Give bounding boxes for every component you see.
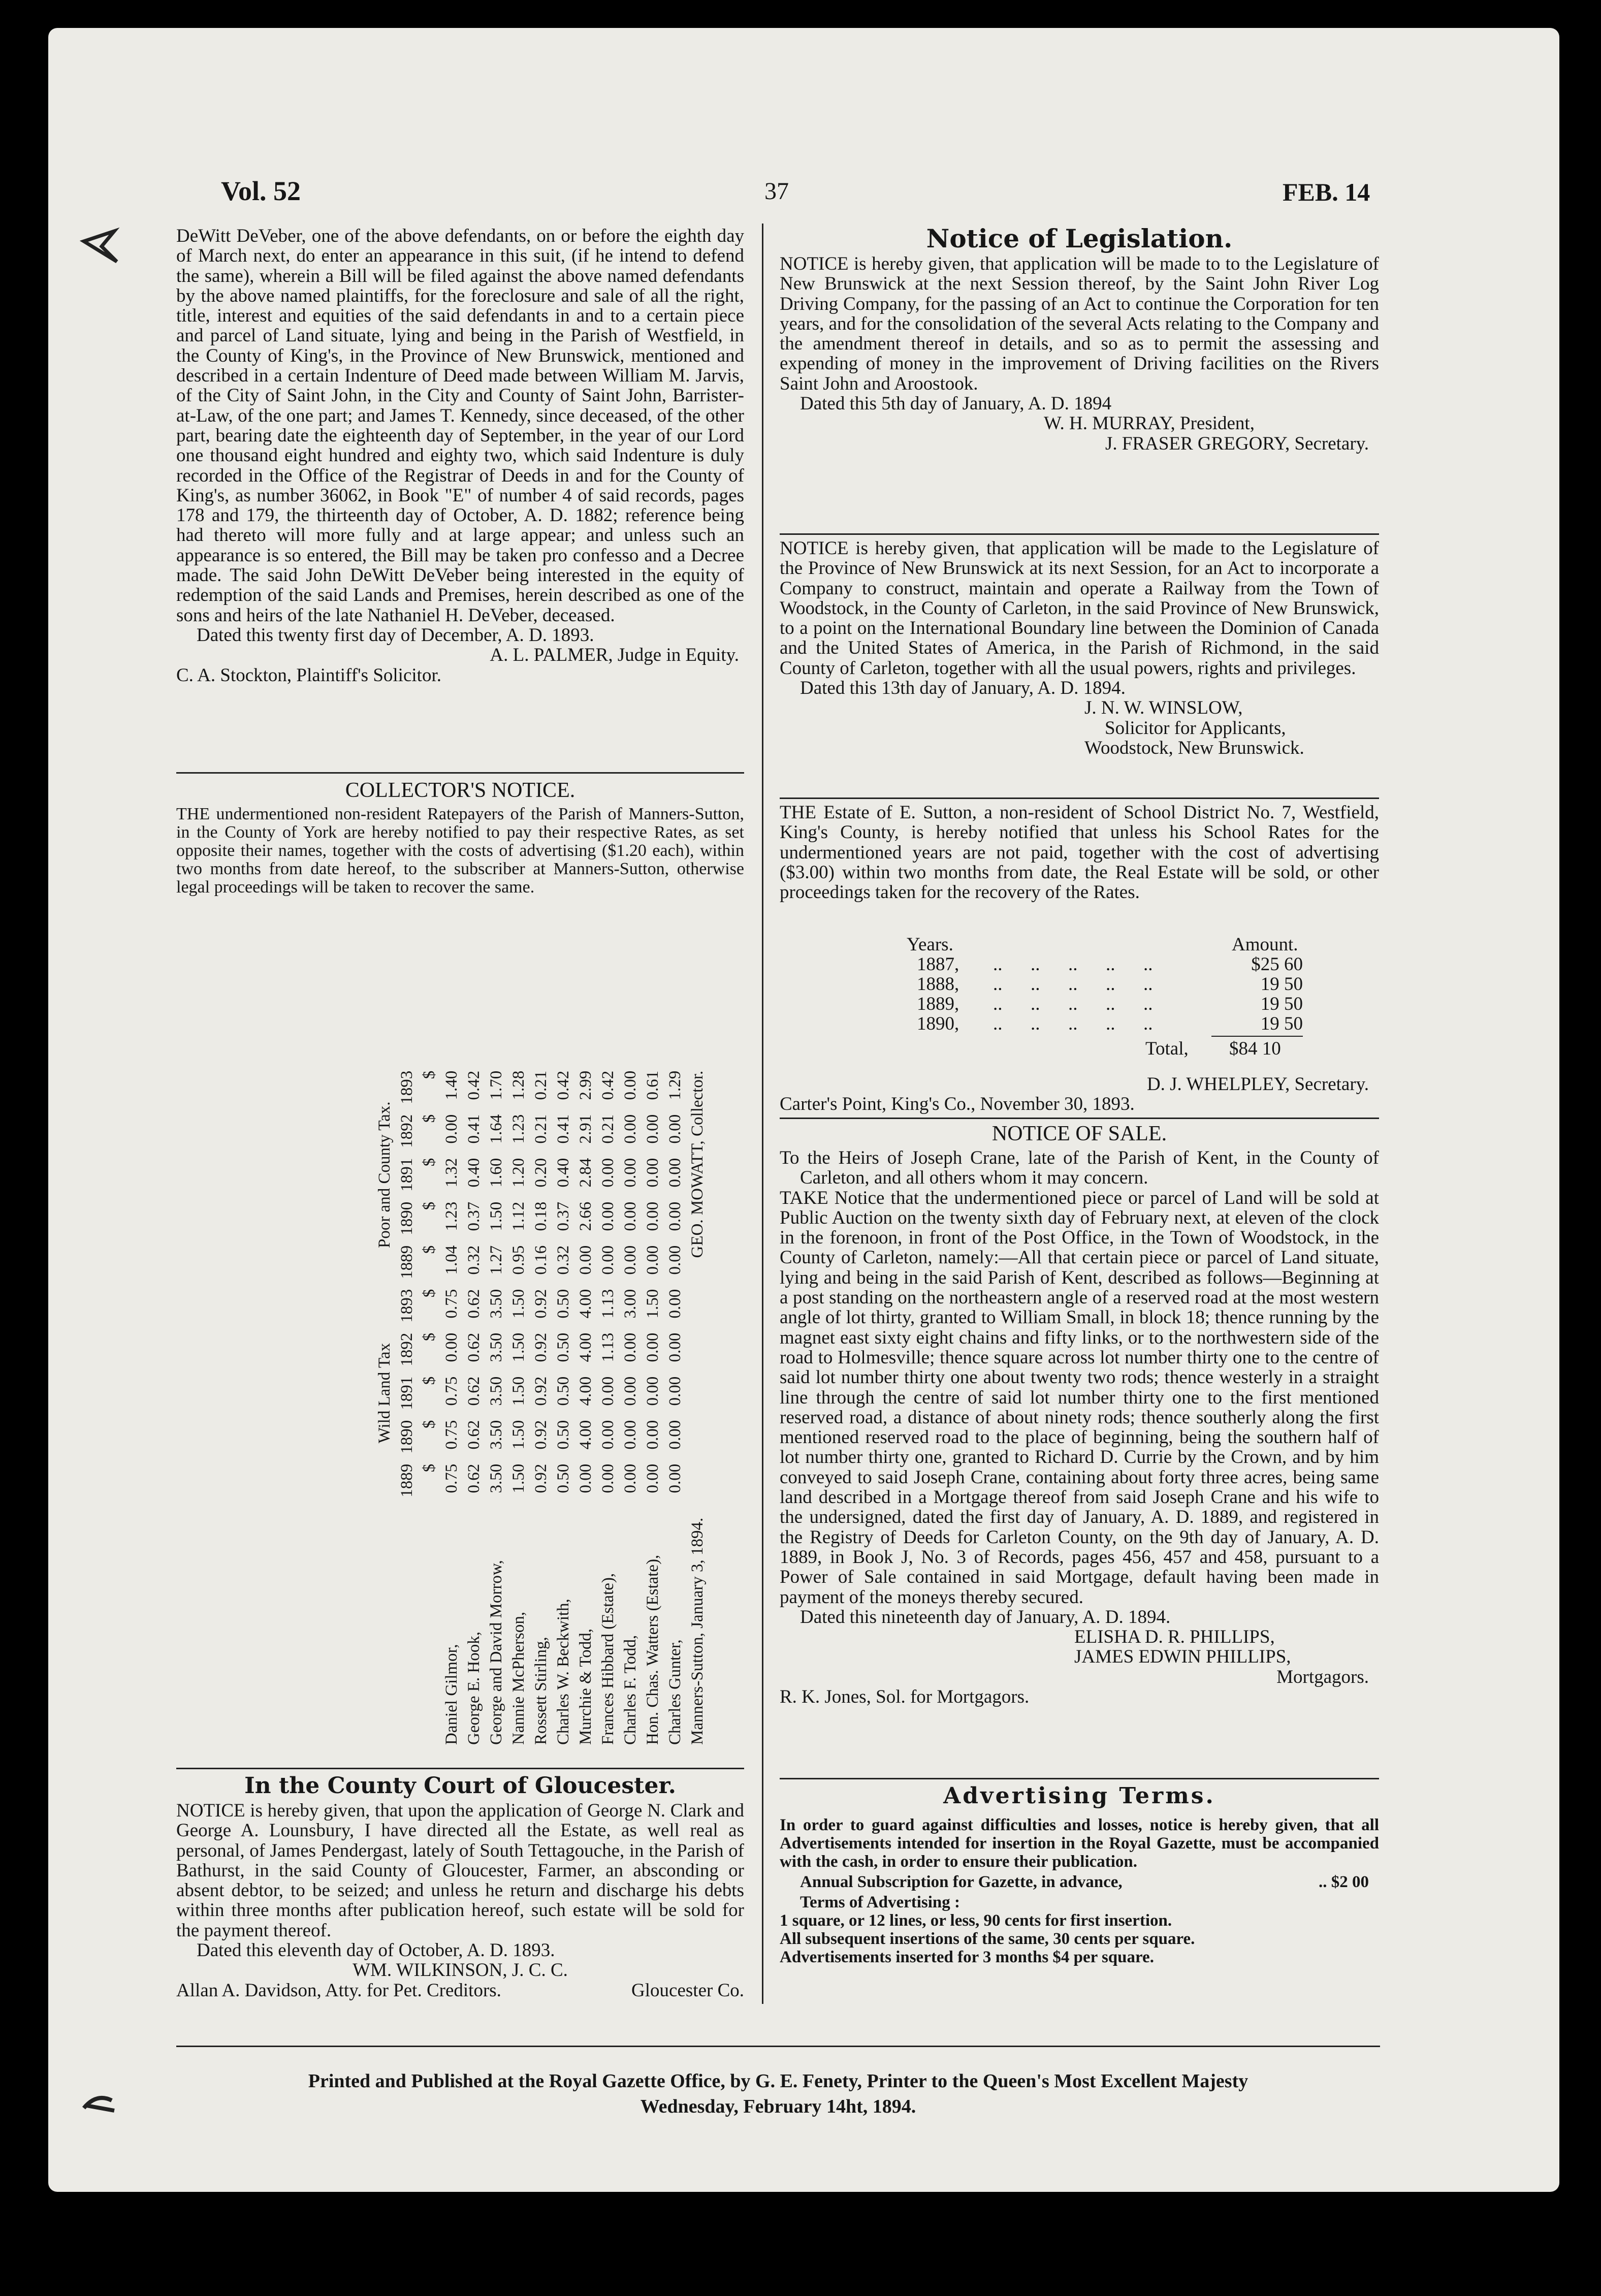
sutton-total-label: Total, xyxy=(1145,1038,1189,1059)
tax-value: 3.50 xyxy=(487,1420,505,1450)
deveber-body: DeWitt DeVeber, one of the above defendants, on or before the eighth day of March next, do enter an appearance in this suit, (if he intend to defend the same), wherein a Bill will be filed against the above named defendants by the above named plaintiffs, for the foreclosure and sale of all the right, title, interest and equities of the said defendants in and to a certain piece and parcel of Land situate, lying and being in the Parish of Westfield, in the County of King's, in the Province of New Brunswick, mentioned and described in a certain Indenture of Deed made between William M. Jarvis, of the City of Saint John, in the City and County of Saint John, Barrister-at-Law, of the one part; and James T. Kennedy, since deceased, of the other part, bearing date the eighteenth day of September, in the year of our Lord one thousand eight hundred and eighty two, which said Indenture is duly recorded in the Office of the Registrar of Deeds in and for the County of King's, as number 36062, in Book "E" of number 4 of said records, pages 178 and 179, the thirteenth day of October, A. D. 1882; reference being had thereto will more fully and at large appear; and unless such an appearance is so entered, the Bill may be taken pro confesso and a Decree made. The said John DeWitt DeVeber being interested in the equity of redemption of the said Lands and Premises, herein described as one of the sons and heirs of the late Nathaniel H. DeVeber, deceased. xyxy=(176,226,744,626)
sutton-rows xyxy=(780,954,1379,1034)
currency-sign: $ xyxy=(420,1376,438,1385)
column-divider xyxy=(762,224,763,2004)
tax-value: 0.16 xyxy=(531,1245,550,1275)
tax-value: 4.00 xyxy=(576,1332,595,1362)
collector-notice-title: COLLECTOR'S NOTICE. xyxy=(345,779,575,802)
ratepayer-name: Charles Gunter, xyxy=(665,1639,684,1745)
leader-dots: .. .. .. .. .. xyxy=(993,1013,1153,1034)
tax-value: 1.13 xyxy=(598,1289,617,1319)
divider xyxy=(176,1768,744,1769)
sutton-col-years: Years. xyxy=(907,934,953,955)
railway-sig-place: Woodstock, New Brunswick. xyxy=(1084,737,1304,758)
rate-row xyxy=(780,1014,1379,1034)
year-header: 1890 xyxy=(397,1201,416,1235)
tax-value: 0.00 xyxy=(665,1158,684,1188)
year-header: 1892 xyxy=(397,1332,416,1366)
rate-amount: 19 50 xyxy=(1260,994,1303,1014)
tax-value: 0.00 xyxy=(621,1158,639,1188)
currency-sign: $ xyxy=(420,1420,438,1429)
tax-value: 0.00 xyxy=(621,1332,639,1362)
tax-value: 0.75 xyxy=(442,1376,461,1406)
tax-value: 1.20 xyxy=(509,1158,528,1188)
advertising-terms xyxy=(780,1816,1379,1966)
ratepayer-name: Charles F. Todd, xyxy=(621,1635,639,1745)
tax-value: 0.00 xyxy=(665,1332,684,1362)
tax-value: 1.50 xyxy=(509,1332,528,1362)
pencil-mark-icon xyxy=(76,2088,122,2118)
tax-value: 0.00 xyxy=(643,1332,662,1362)
year-header: 1889 xyxy=(397,1245,416,1279)
sale-sig-role: Mortgagors. xyxy=(1276,1666,1369,1687)
term-2: All subsequent insertions of the same, 30 cents per square. xyxy=(780,1930,1195,1948)
tax-value: 1.23 xyxy=(509,1114,528,1144)
divider xyxy=(176,772,744,774)
collector-notice-body: THE undermentioned non-resident Ratepayers of the Parish of Manners-Sutton, in the County of York are hereby notified to pay their respective Rates, as set opposite their names, together with the costs of advertising ($1.20 each), within two months from date hereof, to the subscriber at Manners-Sutton, otherwise legal proceedings will be taken to recover the same. xyxy=(176,805,744,897)
tax-row xyxy=(507,1066,530,1750)
tax-value: 1.60 xyxy=(487,1158,505,1188)
tax-value: 0.62 xyxy=(464,1420,483,1450)
tax-row xyxy=(463,1066,485,1750)
legislation-sig-secretary: J. FRASER GREGORY, Secretary. xyxy=(1105,433,1369,454)
tax-value: 0.50 xyxy=(554,1332,572,1362)
tax-row xyxy=(664,1066,686,1750)
tax-value: 0.50 xyxy=(554,1289,572,1319)
tax-value: 0.92 xyxy=(531,1420,550,1450)
divider xyxy=(780,533,1379,535)
currency-sign: $ xyxy=(420,1289,438,1298)
tax-value: 0.20 xyxy=(531,1158,550,1188)
tax-value: 0.00 xyxy=(621,1376,639,1406)
tax-value: 0.37 xyxy=(554,1201,572,1231)
tax-row xyxy=(552,1066,574,1750)
sutton-rates-table xyxy=(780,935,1379,1058)
tax-value: 0.00 xyxy=(643,1114,662,1144)
deveber-dated: Dated this twenty first day of December, A. D. 1893. xyxy=(197,624,594,646)
tax-value: 4.00 xyxy=(576,1420,595,1450)
legislation-dated: Dated this 5th day of January, A. D. 1894 xyxy=(800,393,1112,414)
tax-value: 0.62 xyxy=(464,1376,483,1406)
tax-value: 0.00 xyxy=(598,1463,617,1493)
tax-value: 1.64 xyxy=(487,1114,505,1144)
currency-sign: $ xyxy=(420,1158,438,1167)
sutton-signatures xyxy=(780,1074,1379,1114)
year-header: 1891 xyxy=(397,1376,416,1410)
tax-value: 1.50 xyxy=(509,1420,528,1450)
rate-year: 1888, xyxy=(917,974,959,995)
tax-value: 0.50 xyxy=(554,1376,572,1406)
tax-row xyxy=(642,1066,664,1750)
year-header: 1893 xyxy=(397,1289,416,1323)
leader-dots: .. .. .. .. .. xyxy=(993,974,1153,995)
newspaper-page xyxy=(48,28,1559,2192)
rate-year: 1889, xyxy=(917,994,959,1014)
tax-value: 0.37 xyxy=(464,1201,483,1231)
currency-sign: $ xyxy=(420,1070,438,1079)
tax-value: 3.50 xyxy=(487,1332,505,1362)
tax-value: 0.00 xyxy=(665,1245,684,1275)
ratepayer-name: George E. Hook, xyxy=(464,1631,483,1745)
deveber-notice xyxy=(176,226,744,685)
year-header: 1891 xyxy=(397,1158,416,1192)
ratepayer-name: Rossett Stirling, xyxy=(531,1637,550,1745)
ratepayer-name: Charles W. Beckwith, xyxy=(554,1599,572,1745)
collector-tax-table xyxy=(373,1066,709,1750)
tax-value: 3.50 xyxy=(487,1376,505,1406)
year-header: 1889 xyxy=(397,1463,416,1497)
legislation-notice xyxy=(780,254,1379,454)
ratepayer-name: George and David Morrow, xyxy=(487,1560,505,1745)
rate-row xyxy=(780,994,1379,1014)
rate-row xyxy=(780,974,1379,994)
subscription-label: Annual Subscription for Gazette, in advance, xyxy=(800,1873,1123,1891)
sale-sig-1: ELISHA D. R. PHILLIPS, xyxy=(1074,1627,1275,1648)
tax-value: 1.70 xyxy=(487,1070,505,1100)
advertising-title: Advertising Terms. xyxy=(943,1783,1215,1809)
tax-value: 0.00 xyxy=(442,1114,461,1144)
tax-value: 0.00 xyxy=(576,1463,595,1493)
tax-value: 0.75 xyxy=(442,1463,461,1493)
tax-value: 0.92 xyxy=(531,1332,550,1362)
tax-value: 0.41 xyxy=(464,1114,483,1144)
gloucester-notice xyxy=(176,1801,744,2000)
terms-title: Terms of Advertising : xyxy=(800,1893,960,1911)
tax-value: 0.40 xyxy=(554,1158,572,1188)
sale-body: TAKE Notice that the undermentioned piece or parcel of Land will be sold at Public Auction on the twenty sixth day of February next, at eleven of the clock in the forenoon, in front of the Post Office, in the Town of Woodstock, in the County of Carleton, namely:—All that certain piece or parcel of Land situate, lying and being in the said Parish of Kent, described as follows—Beginning at a post standing on the northeastern angle of a reserved road at the most western angle of lot thirty, granted to William Small, in block 18; thence running by the magnet east sixty eight chains and fifty links, or to the northwestern side of the road to Holmesville; thence square across lot number thirty one to the centre of said lot number thirty one about twenty two rods; thence westerly in a straight line through the centre of said lot number thirty one to the first mentioned reserved road, a distance of about ninety rods; thence southerly along the first mentioned reserved road to the place of beginning, being the southern half of lot number thirty one, granted to Richard D. Currie by the Crown, and by him conveyed to said Joseph Crane, containing about forty three acres, being same land described in a Mortgage thereof from said Joseph Crane and his wife to the undersigned, dated the first day of January, A. D. 1889, and registered in the Registry of Deeds for Carleton County, on the 9th day of January, A. D. 1889, in Book J, No. 3 of Records, pages 456, 457 and 458, pursuant to a Power of Sale contained in said Mortgage, default having been made in payment of the moneys thereby secured. xyxy=(780,1187,1379,1608)
currency-sign: $ xyxy=(420,1201,438,1210)
tax-value: 0.95 xyxy=(509,1245,528,1275)
tax-value: 2.84 xyxy=(576,1158,595,1188)
page-number: 37 xyxy=(764,178,789,205)
sutton-body: THE Estate of E. Sutton, a non-resident of School District No. 7, Westfield, King's County, is hereby notified that unless his School Rates for the undermentioned years are not paid, together with the cost of advertising ($3.00) within two months from date, the Real Estate will be sold, or other proceedings taken for the recovery of the Rates. xyxy=(780,802,1379,903)
legislation-body: NOTICE is hereby given, that application will be made to to the Legislature of New Brunswick at the next Session thereof, by the Saint John River Log Driving Company, for the passing of an Act to continue the Corporation for ten years, and for the consolidation of the several Acts relating to the Company and the amendment thereof in details, and so as to permit the assessing and expending of money in the improvement of Driving facilities on the Rivers Saint John and Aroostook. xyxy=(780,253,1379,394)
tax-row xyxy=(440,1066,463,1750)
sale-solicitor: R. K. Jones, Sol. for Mortgagors. xyxy=(780,1686,1030,1708)
tax-value: 0.00 xyxy=(598,1201,617,1231)
gloucester-dated: Dated this eleventh day of October, A. D. 1893. xyxy=(197,1940,555,1961)
tax-value: 0.00 xyxy=(665,1201,684,1231)
tax-value: 0.92 xyxy=(531,1376,550,1406)
tax-value: 1.50 xyxy=(487,1201,505,1231)
issue-date: FEB. 14 xyxy=(1283,178,1370,206)
sutton-total: $84 10 xyxy=(1229,1038,1281,1059)
tax-table-rotated xyxy=(373,886,729,1750)
ratepayer-name: Daniel Gilmor, xyxy=(442,1644,461,1745)
tax-row xyxy=(530,1066,552,1750)
ratepayer-name: Murchie & Todd, xyxy=(576,1629,595,1745)
tax-value: 1.27 xyxy=(487,1245,505,1275)
tax-value: 1.04 xyxy=(442,1245,461,1275)
currency-sign: $ xyxy=(420,1332,438,1342)
tax-value: 1.50 xyxy=(509,1463,528,1493)
sutton-notice xyxy=(780,803,1379,902)
year-header: 1890 xyxy=(397,1420,416,1454)
tax-value: 1.29 xyxy=(665,1070,684,1100)
subscription-price: .. $2 00 xyxy=(1319,1873,1369,1891)
divider xyxy=(780,1778,1379,1779)
tax-value: 0.18 xyxy=(531,1201,550,1231)
tax-value: 4.00 xyxy=(576,1289,595,1319)
tax-value: 0.00 xyxy=(643,1158,662,1188)
ratepayer-name: Frances Hibbard (Estate), xyxy=(598,1573,617,1745)
collector-signature: GEO. MOWATT, Collector. xyxy=(688,1070,707,1258)
railway-sig-role: Solicitor for Applicants, xyxy=(1105,717,1286,739)
term-3: Advertisements inserted for 3 months $4 per square. xyxy=(780,1948,1154,1966)
tax-value: 0.75 xyxy=(442,1289,461,1319)
rate-year: 1890, xyxy=(917,1013,959,1034)
tax-value: 1.13 xyxy=(598,1332,617,1362)
leader-dots: .. .. .. .. .. xyxy=(993,994,1153,1014)
tax-row xyxy=(574,1066,597,1750)
tax-value: 0.92 xyxy=(531,1463,550,1493)
sutton-col-amount: Amount. xyxy=(1232,934,1298,955)
tax-value: 0.41 xyxy=(554,1114,572,1144)
collector-place-date: Manners-Sutton, January 3, 1894. xyxy=(688,1517,707,1745)
railway-dated: Dated this 13th day of January, A. D. 1894. xyxy=(800,678,1126,699)
tax-value: 0.00 xyxy=(598,1158,617,1188)
tax-value: 0.00 xyxy=(643,1420,662,1450)
tax-value: 0.00 xyxy=(665,1376,684,1406)
sale-notice xyxy=(780,1148,1379,1707)
tax-value: 0.00 xyxy=(598,1420,617,1450)
tax-row xyxy=(485,1066,507,1750)
divider xyxy=(780,1118,1379,1119)
tax-value: 2.91 xyxy=(576,1114,595,1144)
tax-row xyxy=(619,1066,642,1750)
tax-value: 0.42 xyxy=(598,1070,617,1100)
gloucester-county: Gloucester Co. xyxy=(631,1980,744,2001)
tax-value: 0.00 xyxy=(598,1245,617,1275)
tax-value: 0.61 xyxy=(643,1070,662,1100)
tax-value: 0.75 xyxy=(442,1420,461,1450)
tax-value: 1.23 xyxy=(442,1201,461,1231)
tax-value: 1.12 xyxy=(509,1201,528,1231)
legislation-sig-president: W. H. MURRAY, President, xyxy=(1044,413,1255,434)
currency-sign: $ xyxy=(420,1245,438,1254)
footer-line-2: Wednesday, February 14ht, 1894. xyxy=(640,2096,916,2117)
tax-value: 4.00 xyxy=(576,1376,595,1406)
tax-value: 0.00 xyxy=(643,1376,662,1406)
tax-table-body xyxy=(440,1066,686,1750)
gloucester-title: In the County Court of Gloucester. xyxy=(244,1773,676,1799)
ratepayer-name: Hon. Chas. Watters (Estate), xyxy=(643,1554,662,1745)
gloucester-judge: WM. WILKINSON, J. C. C. xyxy=(353,1960,568,1981)
tax-value: 0.00 xyxy=(621,1114,639,1144)
tax-value: 0.00 xyxy=(621,1201,639,1231)
currency-sign: $ xyxy=(420,1463,438,1473)
tax-value: 2.99 xyxy=(576,1070,595,1100)
tax-value: 0.50 xyxy=(554,1420,572,1450)
leader-dots: .. .. .. .. .. xyxy=(993,954,1153,975)
tax-value: 0.42 xyxy=(464,1070,483,1100)
tax-value: 0.00 xyxy=(621,1463,639,1493)
poor-county-tax-heading: Poor and County Tax. xyxy=(375,1101,394,1249)
footer-line-1: Printed and Published at the Royal Gazette Office, by G. E. Fenety, Printer to the Queen's Most Excellent Majesty xyxy=(308,2070,1248,2092)
gloucester-attorney: Allan A. Davidson, Atty. for Pet. Creditors. xyxy=(176,1980,501,2001)
year-header: 1892 xyxy=(397,1114,416,1148)
currency-sign: $ xyxy=(420,1114,438,1123)
sutton-place: Carter's Point, King's Co., November 30, 1893. xyxy=(780,1094,1135,1115)
railway-sig-name: J. N. W. WINSLOW, xyxy=(1084,697,1243,719)
tax-value: 1.50 xyxy=(509,1289,528,1319)
sale-sig-2: JAMES EDWIN PHILLIPS, xyxy=(1074,1646,1291,1668)
rate-amount: 19 50 xyxy=(1260,974,1303,995)
tax-value: 0.32 xyxy=(554,1245,572,1275)
tax-value: 0.62 xyxy=(464,1289,483,1319)
wild-land-tax-heading: Wild Land Tax xyxy=(375,1343,394,1444)
tax-value: 0.62 xyxy=(464,1332,483,1362)
rate-row xyxy=(780,954,1379,974)
tax-value: 1.28 xyxy=(509,1070,528,1100)
tax-value: 3.00 xyxy=(621,1289,639,1319)
tax-value: 0.00 xyxy=(643,1245,662,1275)
sale-address: To the Heirs of Joseph Crane, late of the Parish of Kent, in the County of Carleton, and all others whom it may concern. xyxy=(780,1147,1379,1189)
tax-value: 0.21 xyxy=(531,1070,550,1100)
ratepayer-name: Nannie McPherson, xyxy=(509,1611,528,1745)
volume-label: Vol. 52 xyxy=(221,176,301,206)
sutton-sig: D. J. WHELPLEY, Secretary. xyxy=(1146,1074,1369,1095)
rate-year: 1887, xyxy=(917,954,959,975)
tax-value: 0.00 xyxy=(665,1289,684,1319)
tax-value: 0.42 xyxy=(554,1070,572,1100)
pencil-mark-icon xyxy=(79,226,124,267)
tax-value: 3.50 xyxy=(487,1463,505,1493)
year-header: 1893 xyxy=(397,1070,416,1104)
tax-value: 0.00 xyxy=(442,1332,461,1362)
tax-value: 0.32 xyxy=(464,1245,483,1275)
advertising-body: In order to guard against difficulties and losses, notice is hereby given, that all Advertisements intended for insertion in the Royal Gazette, must be accompanied with the cash, in order to ensure their publication. xyxy=(780,1816,1379,1871)
tax-value: 2.66 xyxy=(576,1201,595,1231)
tax-value: 0.40 xyxy=(464,1158,483,1188)
deveber-solicitor: C. A. Stockton, Plaintiff's Solicitor. xyxy=(176,664,441,686)
rate-amount: 19 50 xyxy=(1260,1013,1303,1034)
divider xyxy=(780,798,1379,799)
legislation-title: Notice of Legislation. xyxy=(926,224,1233,253)
tax-value: 3.50 xyxy=(487,1289,505,1319)
tax-value: 0.00 xyxy=(576,1245,595,1275)
tax-value: 0.50 xyxy=(554,1463,572,1493)
tax-value: 0.00 xyxy=(665,1114,684,1144)
gloucester-body: NOTICE is hereby given, that upon the application of George N. Clark and George A. Lounsbury, I have directed all the Estate, as well real as personal, of James Pendergast, lately of South Tettagouche, in the Parish of Bathurst, in the said County of Gloucester, Farmer, an absconding or absent debtor, to be seized; and unless he return and discharge his debts within three months after publication hereof, such estate will be sold for the payment thereof. xyxy=(176,1800,744,1941)
tax-value: 1.50 xyxy=(509,1376,528,1406)
term-1: 1 square, or 12 lines, or less, 90 cents for first insertion. xyxy=(780,1911,1172,1930)
tax-value: 0.00 xyxy=(621,1070,639,1100)
tax-value: 0.92 xyxy=(531,1289,550,1319)
tax-value: 0.00 xyxy=(643,1463,662,1493)
railway-notice xyxy=(780,538,1379,758)
sale-title: NOTICE OF SALE. xyxy=(991,1122,1167,1145)
tax-value: 1.40 xyxy=(442,1070,461,1100)
footer-rule xyxy=(176,2046,1380,2047)
tax-value: 0.00 xyxy=(643,1201,662,1231)
tax-value: 0.21 xyxy=(598,1114,617,1144)
tax-row xyxy=(597,1066,619,1750)
tax-value: 0.00 xyxy=(598,1376,617,1406)
tax-value: 1.32 xyxy=(442,1158,461,1188)
deveber-judge: A. L. PALMER, Judge in Equity. xyxy=(490,645,739,666)
rate-amount: $25 60 xyxy=(1251,954,1303,975)
tax-value: 0.00 xyxy=(621,1420,639,1450)
tax-value: 0.21 xyxy=(531,1114,550,1144)
tax-value: 1.50 xyxy=(643,1289,662,1319)
tax-value: 0.00 xyxy=(665,1463,684,1493)
tax-value: 0.00 xyxy=(665,1420,684,1450)
railway-body: NOTICE is hereby given, that application will be made to the Legislature of the Province of New Brunswick at its next Session, for an Act to incorporate a Company to construct, maintain and operate a Railway from the Town of Woodstock, in the County of Carleton, in the said Province of New Brunswick, to a point on the International Boundary line between the Dominion of Canada and the United States of America, in the Parish of Richmond, in the said County of Carleton, together with all the usual powers, rights and privileges. xyxy=(780,538,1379,679)
tax-value: 0.62 xyxy=(464,1463,483,1493)
sale-dated: Dated this nineteenth day of January, A. D. 1894. xyxy=(800,1606,1171,1628)
tax-value: 0.00 xyxy=(621,1245,639,1275)
